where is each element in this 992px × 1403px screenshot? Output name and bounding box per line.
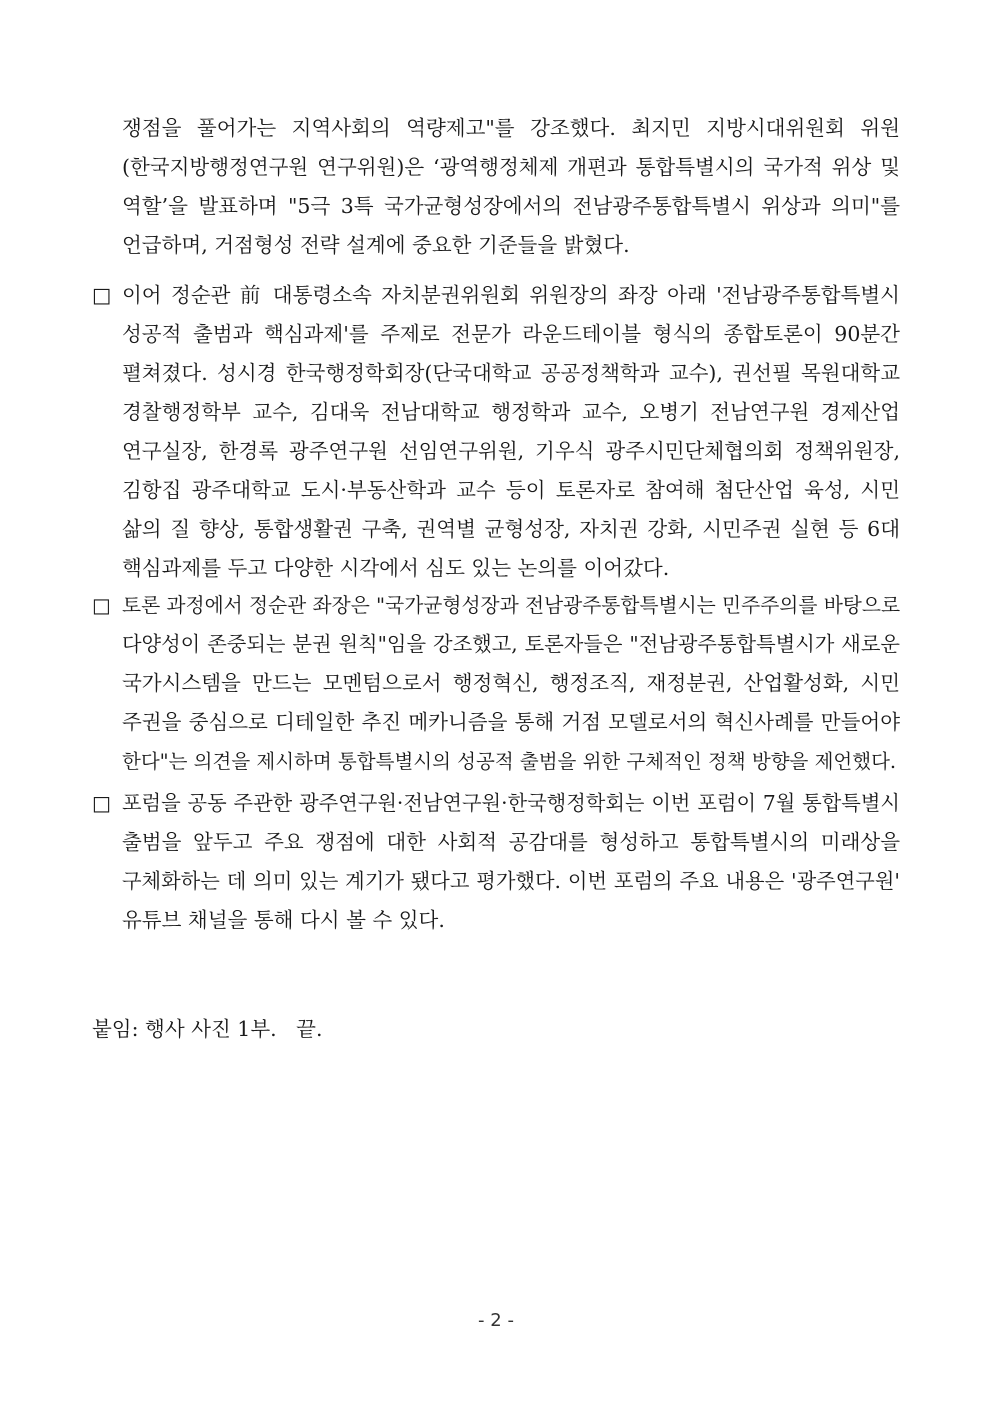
text-line: 펼쳐졌다. 성시경 한국행정학회장(단국대학교 공공정책학과 교수), 권선필 목원대학교	[122, 361, 900, 385]
paragraph-3	[92, 586, 900, 781]
line-text: 이어 정순관 前 대통령소속 자치분권위원회 위원장의 좌장 아래 '전남광주통합특별시	[122, 283, 900, 307]
text-line: 국가시스템을 만드는 모멘텀으로서 행정혁신, 행정조직, 재정분권, 산업활성화, 시민	[122, 671, 900, 695]
line-text: 포럼을 공동 주관한 광주연구원·전남연구원·한국행정학회는 이번 포럼이 7월 통합특별시	[122, 791, 900, 815]
page-number: - 2 -	[478, 1310, 514, 1331]
text-line: 경찰행정학부 교수, 김대욱 전남대학교 행정학과 교수, 오병기 전남연구원 경제산업	[122, 400, 900, 424]
text-line: 한다"는 의견을 제시하며 통합특별시의 성공적 출범을 위한 구체적인 정책 방향을 제언했다.	[122, 750, 897, 773]
text-line: 구체화하는 데 의미 있는 계기가 됐다고 평가했다. 이번 포럼의 주요 내용은 '광주연구원'	[122, 869, 900, 893]
text-line: 주권을 중심으로 디테일한 추진 메카니즘을 통해 거점 모델로서의 혁신사례를 만들어야	[122, 710, 900, 734]
attachment-note: 붙임: 행사 사진 1부. 끝.	[92, 1017, 323, 1041]
text-line: 김항집 광주대학교 도시·부동산학과 교수 등이 토론자로 참여해 첨단산업 육성, 시민	[122, 478, 900, 502]
text-line: 다양성이 존중되는 분권 원칙"임을 강조했고, 토론자들은 "전남광주통합특별시가 새로운	[122, 632, 900, 656]
text-line: 출범을 앞두고 주요 쟁점에 대한 사회적 공감대를 형성하고 통합특별시의 미래상을	[122, 830, 900, 854]
text-line	[92, 586, 900, 625]
text-line: 유튜브 채널을 통해 다시 볼 수 있다.	[122, 908, 445, 932]
text-line: 언급하며, 거점형성 전략 설계에 중요한 기준들을 밝혔다.	[122, 233, 630, 257]
text-line	[92, 276, 900, 315]
paragraph-1	[92, 109, 900, 265]
paragraph-4	[92, 784, 900, 940]
text-line: (한국지방행정연구원 연구위원)은 ‘광역행정체제 개편과 통합특별시의 국가적 위상 및	[122, 155, 900, 179]
square-bullet-icon: □	[92, 791, 112, 815]
text-line: 핵심과제를 두고 다양한 시각에서 심도 있는 논의를 이어갔다.	[122, 556, 670, 580]
square-bullet-icon: □	[92, 283, 112, 307]
text-line: 삶의 질 향상, 통합생활권 구축, 권역별 균형성장, 자치권 강화, 시민주권 실현 등 6대	[122, 517, 900, 541]
text-line: 연구실장, 한경록 광주연구원 선임연구위원, 기우식 광주시민단체협의회 정책위원장,	[122, 439, 900, 463]
square-bullet-icon: □	[92, 594, 111, 617]
paragraph-2	[92, 276, 900, 588]
text-line: 역할’을 발표하며 "5극 3특 국가균형성장에서의 전남광주통합특별시 위상과 의미"를	[122, 194, 900, 218]
text-line: 성공적 출범과 핵심과제'를 주제로 전문가 라운드테이블 형식의 종합토론이 90분간	[122, 322, 900, 346]
text-line: 쟁점을 풀어가는 지역사회의 역량제고"를 강조했다. 최지민 지방시대위원회 위원	[122, 116, 900, 140]
line-text: 토론 과정에서 정순관 좌장은 "국가균형성장과 전남광주통합특별시는 민주주의를 바탕으로	[122, 594, 901, 617]
text-line	[92, 784, 900, 823]
